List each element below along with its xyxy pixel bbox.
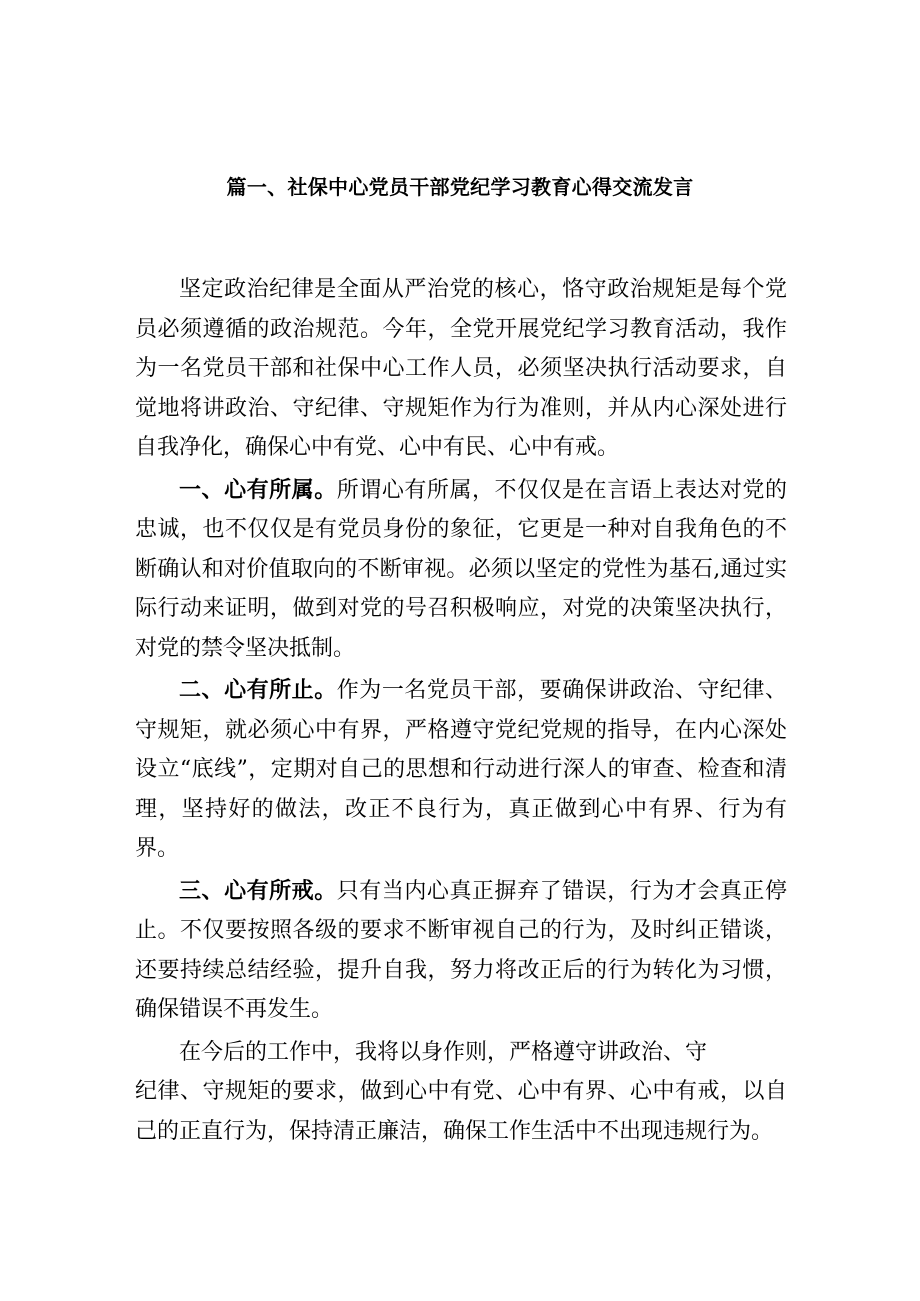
section-3-text: 只有当内心真正摒弃了错误，行为才会真正停止。不仅要按照各级的要求不断审视自己的行为，及时纠正错谈，还要持续总结经验，提升自我，努力将改正后的行为转化为习惯，确保错误不再发生。 — [135, 878, 787, 1022]
paragraph-section-1 — [135, 471, 787, 669]
section-3-heading: 三、心有所戒。 — [179, 877, 337, 904]
paragraph-section-3 — [135, 872, 787, 1030]
paragraph-section-2 — [135, 671, 787, 869]
section-1-heading: 一、心有所属。 — [179, 476, 337, 503]
closing-line-2: 纪律、守规矩的要求，做到心中有党、心中有界、心中有戒，以自己的正直行为，保持清正廉洁，确保工作生活中不出现违规行为。 — [135, 1079, 787, 1144]
section-2-text: 作为一名党员干部，要确保讲政治、守纪律、守规矩，就必须心中有界，严格遵守党纪党规的指导，在内心深处设立“底线”，定期对自己的思想和行动进行深人的审查、检查和清理，坚持好的做法，改正不良行为，真正做到心中有界、行为有界。 — [135, 678, 787, 861]
closing-line-1: 在今后的工作中，我将以身作则，严格遵守讲政治、守 — [179, 1039, 708, 1065]
section-1-text: 所谓心有所属，不仅仅是在言语上表达对党的忠诚，也不仅仅是有党员身份的象征，它更是一种对自我角色的不断确认和对价值取向的不断审视。必须以坚定的党性为基石,通过实际行动来证明，做到对党的号召积极响应，对党的决策坚决执行，对党的禁令坚决抵制。 — [135, 477, 787, 661]
document-body — [135, 270, 787, 1151]
document-title: 篇一、社保中心党员干部党纪学习教育心得交流发言 — [226, 175, 694, 199]
section-2-heading: 二、心有所止。 — [179, 677, 337, 703]
paragraph-intro-text: 坚定政治纪律是全面从严治党的核心，恪守政治规矩是每个党员必须遵循的政治规范。今年，全党开展党纪学习教育活动，我作为一名党员干部和社保中心工作人员，必须坚决执行活动要求，自觉地将讲政治、守纪律、守规矩作为行为准则，并从内心深处进行自我净化，确保心中有党、心中有民、心中有戒。 — [135, 277, 787, 460]
paragraph-closing — [135, 1033, 787, 1152]
paragraph-intro — [135, 270, 787, 468]
